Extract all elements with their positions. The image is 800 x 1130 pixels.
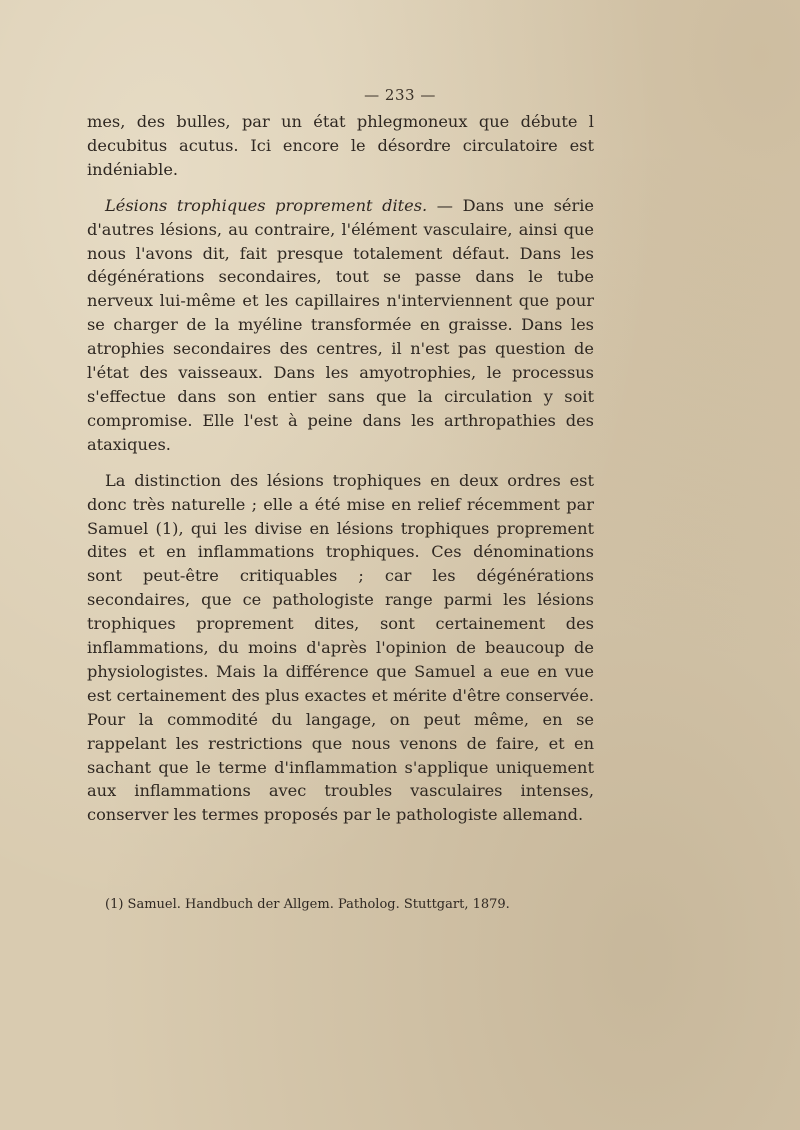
footnote: (1) Samuel. Handbuch der Allgem. Patholog. Stuttgart, 1879. xyxy=(105,897,510,912)
body-text xyxy=(87,110,594,827)
section-heading: Lésions trophiques proprement dites. xyxy=(105,195,428,215)
paragraph-distinction: La distinction des lésions trophiques en deux ordres est donc très naturelle ; elle a été mise en relief récemment par Samuel (1), qui les divise en lésions trophiques proprement dites et en inflammations trophiques. Ces dénominations sont peut-être critiquables ; car les dégénérations secondaires, que ce pathologiste range parmi les lésions trophiques proprement dites, sont certainement des inflammations, du moins d'après l'opinion de beaucoup de physiologistes. Mais la différence que Samuel a eue en vue est certainement des plus exactes et mérite d'être conservée. Pour la commodité du langage, on peut même, en se rappelant les restrictions que nous venons de faire, et en sachant que le terme d'inflammation s'applique uniquement aux inflammations avec troubles vasculaires intenses, conserver les termes proposés par le pathologiste allemand. xyxy=(87,470,594,825)
paragraph-continuation: mes, des bulles, par un état phlegmoneux que débute l decubitus acutus. Ici encore le désordre circulatoire est indéniable. xyxy=(87,112,594,179)
paragraph-text: — Dans une série d'autres lésions, au contraire, l'élément vasculaire, ainsi que nous l'avons dit, fait presque totalement défaut. Dans les dégénérations secondaires, tout se passe dans le tube nerveux lui-même et les capillaires n'interviennent que pour se charger de la myéline transformée en graisse. Dans les atrophies secondaires des centres, il n'est pas question de l'état des vaisseaux. Dans les amyotrophies, le processus s'effectue dans son entier sans que la circulation y soit compromise. Elle l'est à peine dans les arthropathies des ataxiques. xyxy=(87,195,594,454)
paragraph-trophic-lesions xyxy=(87,194,594,457)
page-number: — 233 — xyxy=(364,86,436,104)
